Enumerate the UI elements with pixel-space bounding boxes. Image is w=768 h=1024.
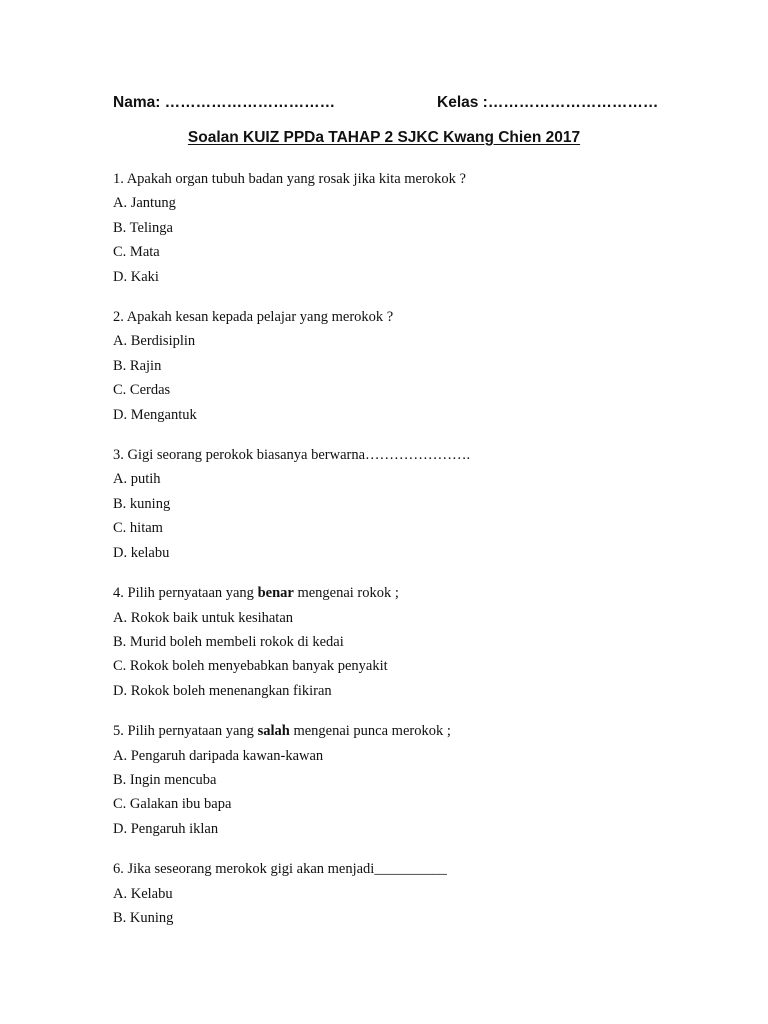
option-a: A. Pengaruh daripada kawan-kawan [113,747,324,764]
question-text-start: 5. Pilih pernyataan yang [113,723,258,740]
option-c: C. Galakan ibu bapa [113,796,232,813]
option-a: A. Rokok baik untuk kesihatan [113,609,294,626]
option-d: D. Kaki [113,268,159,285]
page-title [0,127,768,149]
option-c: C. Mata [113,244,160,261]
question-6 [113,857,713,930]
option-d: D. Pengaruh iklan [113,820,219,837]
option-c: C. Cerdas [113,382,171,399]
emphasis-word: benar [257,585,294,602]
option-b: B. Kuning [113,909,174,926]
option-a: A. putih [113,471,161,488]
option-c: C. hitam [113,520,163,537]
question-5 [113,719,713,841]
emphasis-word: salah [257,723,290,740]
question-text [113,719,713,743]
question-text-end: mengenai punca merokok ; [289,723,451,740]
option-c: C. Rokok boleh menyebabkan banyak penyakit [113,658,388,675]
question-text: 1. Apakah organ tubuh badan yang rosak jika kita merokok ? [113,171,466,187]
option-a: A. Jantung [113,195,176,212]
question-list [113,167,713,946]
option-d: D. Mengantuk [113,406,197,423]
question-text-start: 4. Pilih pernyataan yang [113,585,258,602]
question-text: 6. Jika seseorang merokok gigi akan menjadi__________ [113,861,447,878]
question-1 [113,167,713,289]
option-b: B. Murid boleh membeli rokok di kedai [113,633,344,650]
title-text: Soalan KUIZ PPDa TAHAP 2 SJKC Kwang Chien 2017 [187,129,581,146]
option-d: D. Rokok boleh menenangkan fikiran [113,682,332,699]
option-b: B. Telinga [113,219,173,236]
question-text [113,581,713,605]
question-2 [113,305,713,427]
option-b: B. Rajin [113,357,162,374]
option-d: D. kelabu [113,544,170,561]
question-3 [113,443,713,565]
question-text-end: mengenai rokok ; [293,585,399,602]
question-text: 3. Gigi seorang perokok biasanya berwarna…………………. [113,447,471,464]
question-text: 2. Apakah kesan kepada pelajar yang merokok ? [113,309,394,326]
option-b: B. kuning [113,495,171,512]
question-4 [113,581,713,703]
option-b: B. Ingin mencuba [113,771,217,788]
option-a: A. Berdisiplin [113,333,196,350]
kelas-field: Kelas :…………………………… [437,94,659,111]
nama-field: Nama: …………………………… [113,94,336,111]
option-a: A. Kelabu [113,885,173,902]
